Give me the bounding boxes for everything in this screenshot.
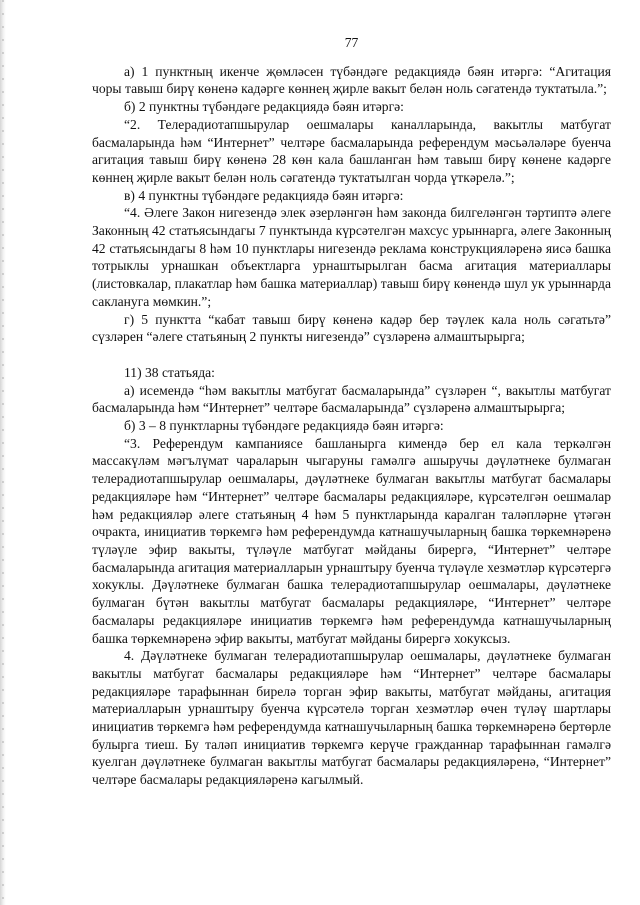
binding-holes [2, 0, 4, 905]
paragraph-amend-g: г) 5 пунктта “кабат тавыш бирү көненә кадәр бер тәүлек кала ноль сәгатьтә” сүзләрен “әлеге статьяның 2 пункты нигезендә” сүзләренә алмаштырырга; [92, 311, 611, 345]
paragraph-point-2: “2. Телерадиотапшырулар оешмалары каналларында, вакытлы матбугат басмаларында һәм “Интернет” челтәре басмаларында референдум мәсьәләләре буенча агитация тавыш бирү көненә 28 көн кала башланган һәм тавыш бирү көнене кадәрге көннең җирле вакыт белән ноль сәгатендә туктатылган чорда үткәрелә.”; [92, 116, 611, 185]
paragraph-article-38: 11) 38 статьяда: [124, 364, 215, 380]
paragraph-amend-a: а) 1 пунктның икенче җөмләсен түбәндәге редакциядә бәян итәргә: “Агитация чоры тавыш бирү көненә кадәрге көннең җирле вакыт белән ноль сәгатендә туктатыла.”; [92, 63, 611, 97]
paragraph-article-38-a: а) исемендә “һәм вакытлы матбугат басмаларында” сүзләрен “, вакытлы матбугат басмаларында һәм “Интернет” челтәре басмаларында” сүзләренә алмаштырырга; [92, 382, 611, 416]
paragraph-point-3: “3. Референдум кампаниясе башланырга кимендә бер ел кала теркәлгән массакүләм мәгълүмат чараларын чыгаруны гамәлгә ашыручы дәүләтнеке булмаган телерадиотапшырулар оешмалары, дәүләтнеке булмаган вакытлы матбугат басмалары редакцияләре һәм “Интернет” челтәре басмалары редакцияләре, күрсәтелгән оешмалар һәм редакцияләр әлеге статьяның 4 һәм 5 пунктларында каралган таләпләрне үтәгән очракта, инициатив төркемгә һәм референдумда катнашучыларның башка төркемнәренә түләүле эфир вакыты, түләүле матбугат мәйданы бирергә, “Интернет” челтәре басмаларында агитация материалларын урнаштыру буенча түләүле хезмәтләр күрсәтергә хокуклы. Дәүләтнеке булмаган башка телерадиотапшырулар оешмалары, дәүләтнеке булмаган бүтән вакытлы матбугат басмалары редакцияләре, “Интернет” челтәре басмалары редакцияләре инициатив төркемгә һәм референдумда катнашучыларның башка төркемнәренә эфир вакыты, матбугат мәйданы бирергә хокуксыз. [92, 435, 611, 646]
paragraph-point-4-second: 4. Дәүләтнеке булмаган телерадиотапшырулар оешмалары, дәүләтнеке булмаган вакытлы матбугат басмалары редакцияләре һәм “Интернет” челтәре басмалары редакцияләре тарафыннан бирелә торган эфир вакыты, матбугат мәйданы, агитация материалларын урнаштыру буенча күрсәтелә торган хезмәтләр өчен түләү шартлары инициатив төркемгә һәм референдумда катнашучыларның башка төркемнәренә бертөрле булырга тиеш. Бу таләп инициатив төркемгә керүче гражданнар тарафыннан гамәлгә куелган дәүләтнеке булмаган вакытлы матбугат басмалары редакцияләренә, “Интернет” челтәре басмалары редакцияләренә кагылмый. [92, 648, 611, 788]
paragraph-spacer [92, 346, 611, 364]
paragraph-point-4: “4. Әлеге Закон нигезендә элек әзерләнгән һәм законда билгеләнгән тәртиптә әлеге Законның 42 статьясындагы 7 пунктында күрсәтелгән махсус урыннарга, әлеге Законның 42 статьясындагы 8 һәм 10 пунктлары нигезендә реклама конструкцияләренә яисә башка тотрыклы урнашкан объектларга урнаштырылган басма агитация материаллары (листовкалар, плакатлар һәм башка материаллар) тавыш бирү көнендә шул ук урыннарда саклануга мөмкин.”; [92, 205, 611, 309]
page-number: 77 [344, 35, 359, 50]
document-page [92, 34, 611, 789]
paragraph-amend-v: в) 4 пунктны түбәндәге редакциядә бәян итәргә: [124, 187, 404, 203]
paragraph-amend-b: б) 2 пунктны түбәндәге редакциядә бәян итәргә: [124, 99, 404, 115]
paragraph-article-38-b: б) 3 – 8 пунктларны түбәндәге редакциядә бәян итәргә: [124, 418, 444, 434]
